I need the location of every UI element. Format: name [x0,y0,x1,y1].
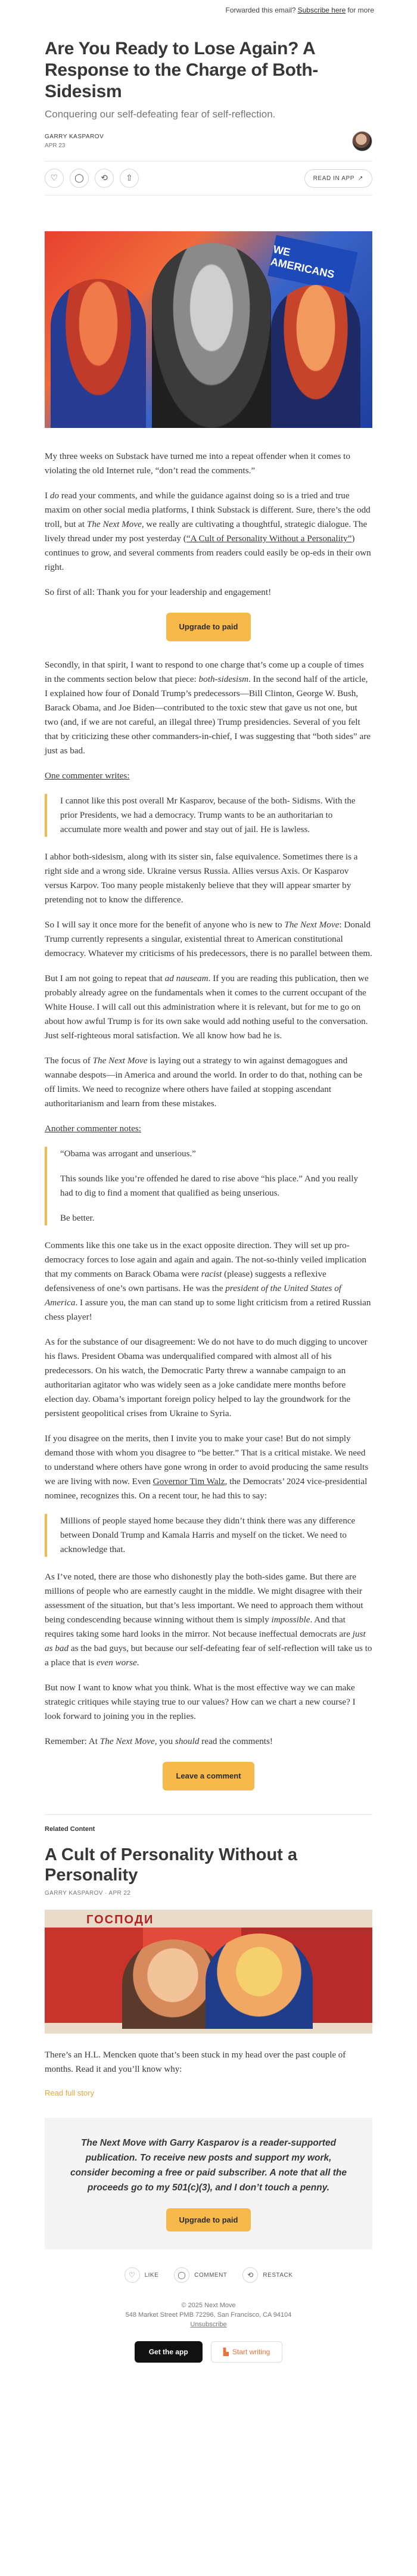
text: Secondly, in that spirit, I want to respond to one charge that’s come up a couple of times in the comments section below that piece: [45,660,364,684]
paragraph [45,1570,372,1670]
footer-actions [45,2267,372,2283]
address-text: 548 Market Street PMB 72296, San Francisco, CA 94104 [125,2311,292,2319]
quote-text: This sounds like you’re offended he dared to rise above “his place.” And you really had to dig to find a moment that qualified as being unserious. [60,1174,358,1198]
text: If you disagree on the merits, then I invite you to make your case! But do not simply demand those with whom you disagree to “be better.” That is a critical mistake. We need to understand where others have gone wrong in order to avoid producing the same results we are living with now. Even [45,1433,369,1486]
footer-copyright [45,2301,372,2329]
post-body [45,449,372,1790]
hero-figure-center [152,243,271,428]
read-in-app-button[interactable] [304,169,372,188]
label: Start writing [232,2348,270,2356]
text: The Next Move [284,920,340,930]
text: . In the second half of the article, I explained how four of Donald Trump’s predecessors—Bill Clinton, George W. Bush, Barack Obama, and Joe Biden—contributed to the toxic stew that gave us not one, but two (and, if we are not careful, an illegal three) Trump presidencies. Several of you felt that by criticizing these other commanders-in-chief, I was suggesting that “both sides” are just as bad. [45,674,371,756]
text: should [175,1736,200,1746]
text: . [136,1658,139,1668]
blockquote [45,1514,372,1557]
label: COMMENT [194,2271,228,2279]
footer-restack-button[interactable] [242,2267,292,2283]
text: impossible [271,1615,310,1625]
related-title[interactable]: A Cult of Personality Without a Personality [45,1845,297,1885]
hero-image[interactable] [45,231,372,428]
related-image[interactable] [45,1910,372,2034]
text: As I’ve noted, there are those who dishonestly play the both-sides game. But there are millions of people who are earnestly caught in the middle. We might disagree with their assessment of the situation, but that’s less important. We need to approach them without being condescending because winning without them is simply [45,1572,363,1625]
byline [45,131,372,151]
paragraph [45,449,372,478]
text: read the comments! [199,1736,273,1746]
comment-icon: ◯ [174,2267,189,2283]
action-bar [45,161,372,195]
text: racist [201,1269,222,1279]
text: read your comments, and while the guidance against doing so is a tried and true maxim on other social media platforms, I think Substack is different. Sure, there’s the odd troll, but at [45,491,371,529]
commenter-label: One commenter writes: [45,771,130,781]
text: . If you are reading this publication, then we probably already agree on the fundamentals when it comes to the current occupant of the White House. I will call out this administration where it is relevant, but for me to go on about how awful Trump is for its own sake would add nothing useful to the conversation. Just self-righteous moral satisfaction. We all know how bad he is. [45,973,369,1041]
leave-comment-button[interactable]: Leave a comment [163,1762,254,1790]
restack-icon: ⟲ [101,173,108,183]
restack-button[interactable] [95,169,114,188]
share-icon: ⇧ [126,173,133,183]
copyright-text: © 2025 Next Move [181,2302,236,2309]
footer-comment-button[interactable] [174,2267,227,2283]
avatar[interactable] [352,131,372,151]
mural-graffiti: ГОСПОДИ [86,1913,154,1926]
text: But now I want to know what you think. What is the most effective way we can make strategic critiques while staying true to our values? How can we chart a new course? I look forward to joining you in the replies. [45,1683,356,1721]
get-app-button[interactable]: Get the app [135,2341,203,2363]
text: ad nauseam [164,973,208,983]
unsubscribe-link[interactable]: Unsubscribe [190,2321,227,2328]
text: is laying out a strategy to win against demagogues and wannabe despots—in America and around the world. In order to do that, nothing can be off limits. We need to recognize where others have failed at stopping ascendant authoritarianism and learn from these mistakes. [45,1056,363,1109]
share-button[interactable] [120,169,139,188]
text: (please) suggests a reflexive defensiveness of one’s own partisans. He was the [45,1269,326,1293]
text: ) continues to grow, and several comments from readers could easily be op-eds in their own right. [45,533,371,572]
subscribe-link[interactable]: Subscribe here [297,6,346,14]
forward-text: Forwarded this email? [225,6,296,14]
promo-upgrade-button[interactable]: Upgrade to paid [166,2208,251,2232]
mural-figure-right [206,1933,313,2029]
text: just as bad [45,1629,366,1653]
paragraph [45,1681,372,1724]
text: president of the United States of America [45,1283,342,1308]
text: I abhor both-sidesism, along with its sister sin, false equivalence. Sometimes there is a right side and a wrong side. Ukraine versus Russia. Allies versus Axis. Or Kasparov versus Karpov. Too many people mistakenly believe that they will appear smarter by pretending not to know the difference. [45,852,358,905]
post-title[interactable]: Are You Ready to Lose Again? A Response to the Charge of Both-Sidesism [45,39,319,101]
hero-figure-left [51,279,146,428]
paragraph [45,658,372,758]
text: both-sidesism [198,674,249,684]
heart-icon: ♡ [125,2267,140,2283]
text: As for the substance of our disagreement: We do not have to do much digging to uncover his flaws. President Obama was underqualified compared with almost all of his predecessors. On his watch, the Democratic Party threw a wannabe campaign to an authoritarian agitator who was widely seen as a joke candidate mere months before election day. Obama’s important foreign policy helped to lay the groundwork for the persistent geopolitical crises from Ukraine to Syria. [45,1337,368,1419]
subscribe-promo [45,2118,372,2249]
related-excerpt: There’s an H.L. Mencken quote that’s been stuck in my head over the past couple of months. Read it and you’ll know why: [45,2050,346,2074]
author-name[interactable]: GARRY KASPAROV [45,134,104,140]
paragraph [45,1335,372,1421]
upgrade-button[interactable]: Upgrade to paid [166,613,251,641]
forward-bar [0,0,417,20]
blockquote [45,794,372,837]
paragraph [45,1054,372,1111]
footer-like-button[interactable] [125,2267,159,2283]
blockquote [45,1147,372,1225]
paragraph [45,850,372,907]
start-writing-button[interactable] [211,2341,283,2363]
related-byline: GARRY KASPAROV · APR 22 [45,1890,131,1897]
paragraph [45,1734,372,1749]
text: Comments like this one take us in the exact opposite direction. They will set up pro-democracy forces to lose again and again and again. The not-so-thinly veiled implication that my comments on Barack Obama were [45,1240,366,1279]
text: Remember: At [45,1736,100,1746]
paragraph [45,972,372,1043]
related-content-label: Related Content [45,1814,372,1833]
text: , you [154,1736,175,1746]
store-buttons [45,2341,372,2363]
text: : Donald Trump currently represents a singular, existential threat to American constitutional democracy. Whatever my criticisms of his predecessors, there is no parallel between them. [45,920,372,958]
text: But I am not going to repeat that [45,973,165,983]
comment-button[interactable] [70,169,89,188]
like-button[interactable] [45,169,64,188]
post-date: APR 23 [45,142,66,149]
text: My three weeks on Substack have turned me into a repeat offender when it comes to violating the old Internet rule, “don’t read the comments.” [45,451,350,476]
text: . And that requires taking some hard looks in the mirror. Not because ineffectual democrats are [45,1615,353,1639]
paragraph [45,918,372,961]
paragraph [45,489,372,575]
text: I [45,491,50,501]
heart-icon: ♡ [50,173,58,183]
paragraph [45,1239,372,1324]
paragraph [45,1432,372,1503]
quote-text: “Obama was arrogant and unserious.” [60,1149,196,1159]
commenter-label: Another commenter notes: [45,1123,141,1134]
text: as the bad guys, but because our self-defeating fear of self-reflection will take us to a place that is [45,1643,372,1668]
text: The Next Move [86,519,142,529]
text: even worse [96,1658,137,1668]
article [45,38,372,2363]
quote-text: Millions of people stayed home because they didn’t think there was any difference between Donald Trump and Kamala Harris and myself on the ticket. We need to acknowledge that. [60,1516,356,1554]
restack-icon: ⟲ [242,2267,258,2283]
text: do [49,491,60,501]
text: So I will say it once more for the benefit of anyone who is new to [45,920,285,930]
text: , the Democrats’ 2024 vice-presidential nominee, recognizes this. On a recent tour, he had this to say: [45,1476,368,1501]
arrow-icon: ↗ [358,175,363,182]
text: . I assure you, the man can stand up to some light criticism from a retired Russian chess player! [45,1298,371,1322]
cult-of-personality-link[interactable]: “A Cult of Personality Without a Personality” [186,533,352,544]
substack-icon: ▙ [223,2348,229,2356]
text: The Next Move [99,1736,155,1746]
promo-text: The Next Move with Garry Kasparov is a reader-supported publication. To receive new posts and support my work, consider becoming a free or paid subscriber. A note that all the proceeds go to my 501(c)(3), and I don’t touch a penny. [70,2138,347,2193]
hero-figure-right [271,285,360,428]
forward-text-after: for more [347,6,374,14]
paragraph [45,585,372,600]
read-in-app-label: READ IN APP [313,175,355,182]
quote-text: I cannot like this post overall Mr Kasparov, because of the both- Sidisms. With the prior Presidents, we had a democracy. Trump wants to be an authoritarian to accumulate more wealth and power and stay out of jail. He is lawless. [60,796,356,834]
post-subtitle: Conquering our self-defeating fear of self-reflection. [45,108,276,120]
label: LIKE [144,2271,159,2279]
tim-walz-link[interactable]: Governor Tim Walz [153,1476,225,1486]
text: So first of all: Thank you for your leadership and engagement! [45,587,272,597]
text: The focus of [45,1056,93,1066]
text: , we really are cultivating a thoughtful, strategic dialogue. The lively thread under my post yesterday ( [45,519,368,544]
comment-icon: ◯ [74,173,84,183]
read-full-story-link[interactable]: Read full story [45,2088,95,2097]
text: The Next Move [92,1056,148,1066]
hero-sign: WE AMERICANS [267,235,357,293]
quote-text: Be better. [60,1213,95,1223]
label: RESTACK [263,2271,293,2279]
